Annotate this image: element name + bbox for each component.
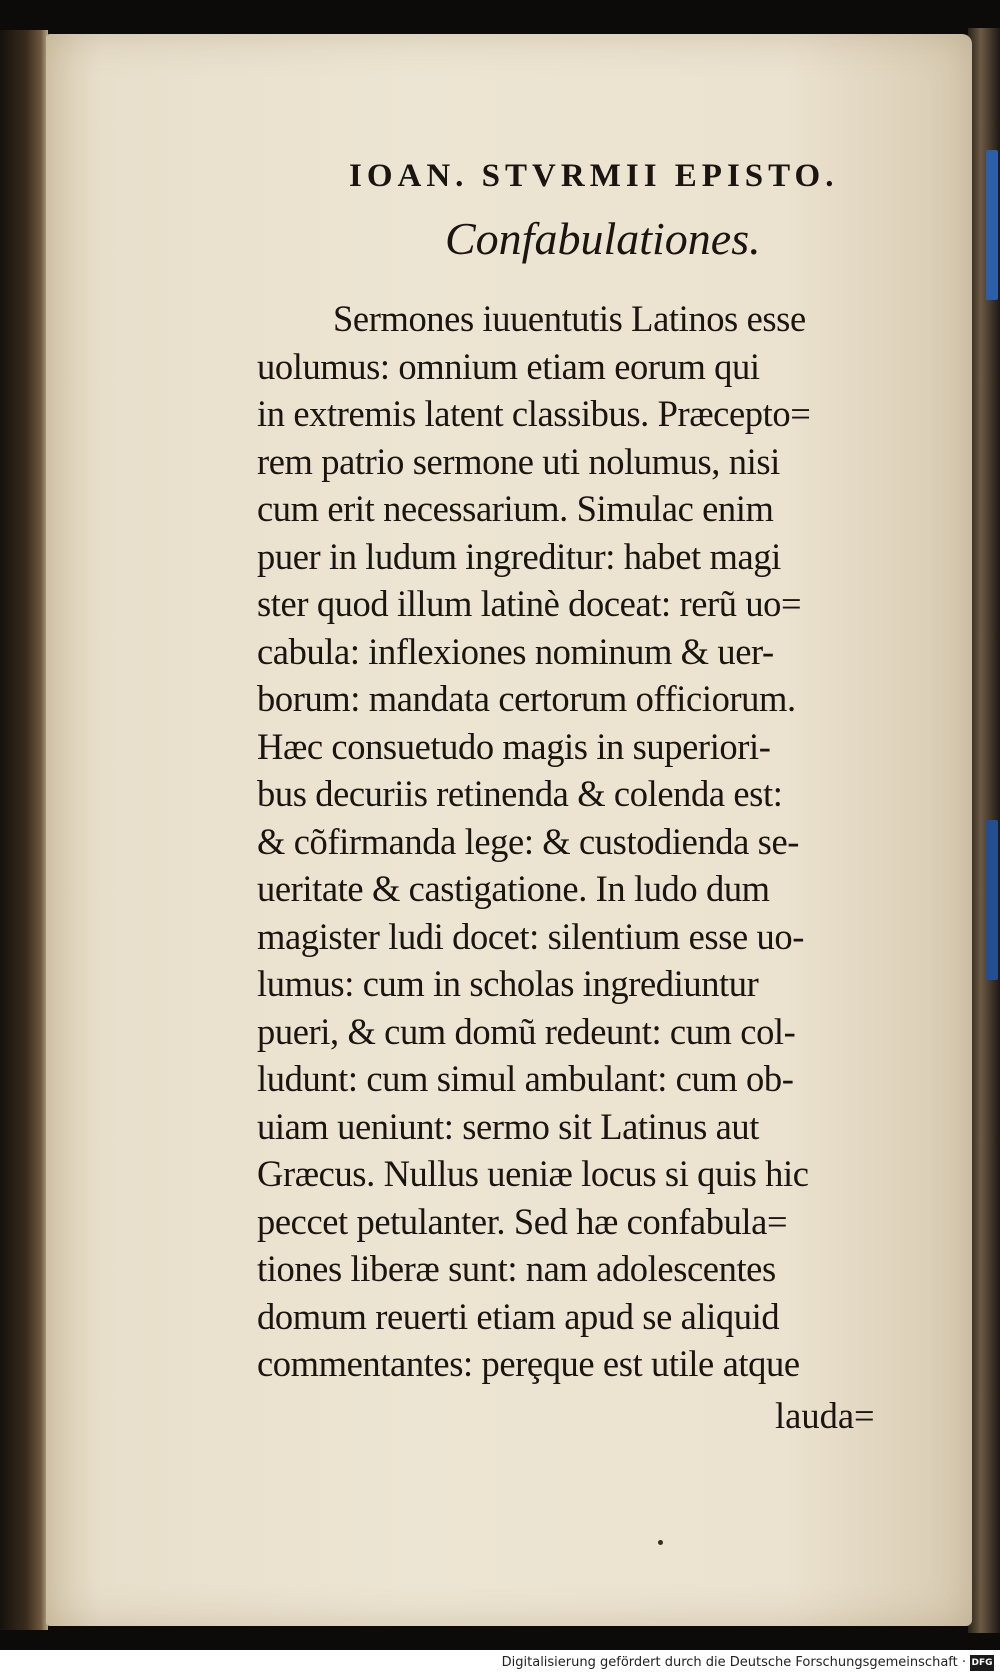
footer-bar	[0, 1650, 1000, 1677]
text-line: magister ludi docet: silentium esse uo-	[257, 915, 804, 957]
text-line: in extremis latent classibus. Præcepto=	[257, 393, 811, 434]
text-line: Græcus. Nullus ueniæ locus si quis hic	[257, 1153, 809, 1194]
text-line: Sermones iuuentutis Latinos esse	[333, 298, 806, 339]
book-binding	[0, 30, 48, 1630]
text-line: cum erit necessarium. Simulac enim	[257, 488, 774, 529]
text-line: bus decuriis retinenda & colenda est:	[257, 773, 783, 814]
color-calibration-tab	[986, 150, 998, 300]
text-line: cabula: inflexiones nominum & uer-	[257, 630, 774, 672]
text-line: puer in ludum ingreditur: habet magi	[257, 535, 781, 577]
text-line: commentantes: perȩque est utile atque	[257, 1343, 800, 1384]
text-line: rem patrio sermone uti nolumus, nisi	[257, 440, 780, 482]
text-line: domum reuerti etiam apud se aliquid	[257, 1295, 780, 1337]
text-line: ludunt: cum simul ambulant: cum ob-	[257, 1058, 794, 1099]
catchword: lauda=	[775, 1394, 875, 1436]
text-line: uiam ueniunt: sermo sit Latinus aut	[257, 1105, 759, 1147]
text-line: ueritate & castigatione. In ludo dum	[257, 868, 770, 909]
text-line: lumus: cum in scholas ingrediuntur	[257, 963, 759, 1004]
dfg-logo: DFG	[970, 1655, 994, 1671]
color-calibration-tab	[986, 820, 998, 980]
section-title: Confabulationes.	[445, 213, 761, 264]
text-line: & cõfirmanda lege: & custodienda se-	[257, 820, 800, 862]
text-line: pueri, & cum domũ redeunt: cum col-	[257, 1010, 796, 1052]
running-head: IOAN. STVRMII EPISTO.	[349, 158, 839, 194]
text-line: Hæc consuetudo magis in superiori-	[257, 725, 771, 767]
text-line: borum: mandata certorum officiorum.	[257, 678, 796, 719]
funding-credit: Digitalisierung gefördert durch die Deutsche Forschungsgemeinschaft ·	[501, 1655, 966, 1670]
text-line: ster quod illum latinè doceat: rerũ uo=	[257, 583, 802, 624]
text-line: uolumus: omnium etiam eorum qui	[257, 345, 760, 387]
ink-speck	[658, 1540, 663, 1545]
text-line: peccet petulanter. Sed hæ confabula=	[257, 1200, 788, 1242]
page-text	[257, 155, 957, 1439]
text-line: tiones liberæ sunt: nam adolescentes	[257, 1248, 776, 1289]
